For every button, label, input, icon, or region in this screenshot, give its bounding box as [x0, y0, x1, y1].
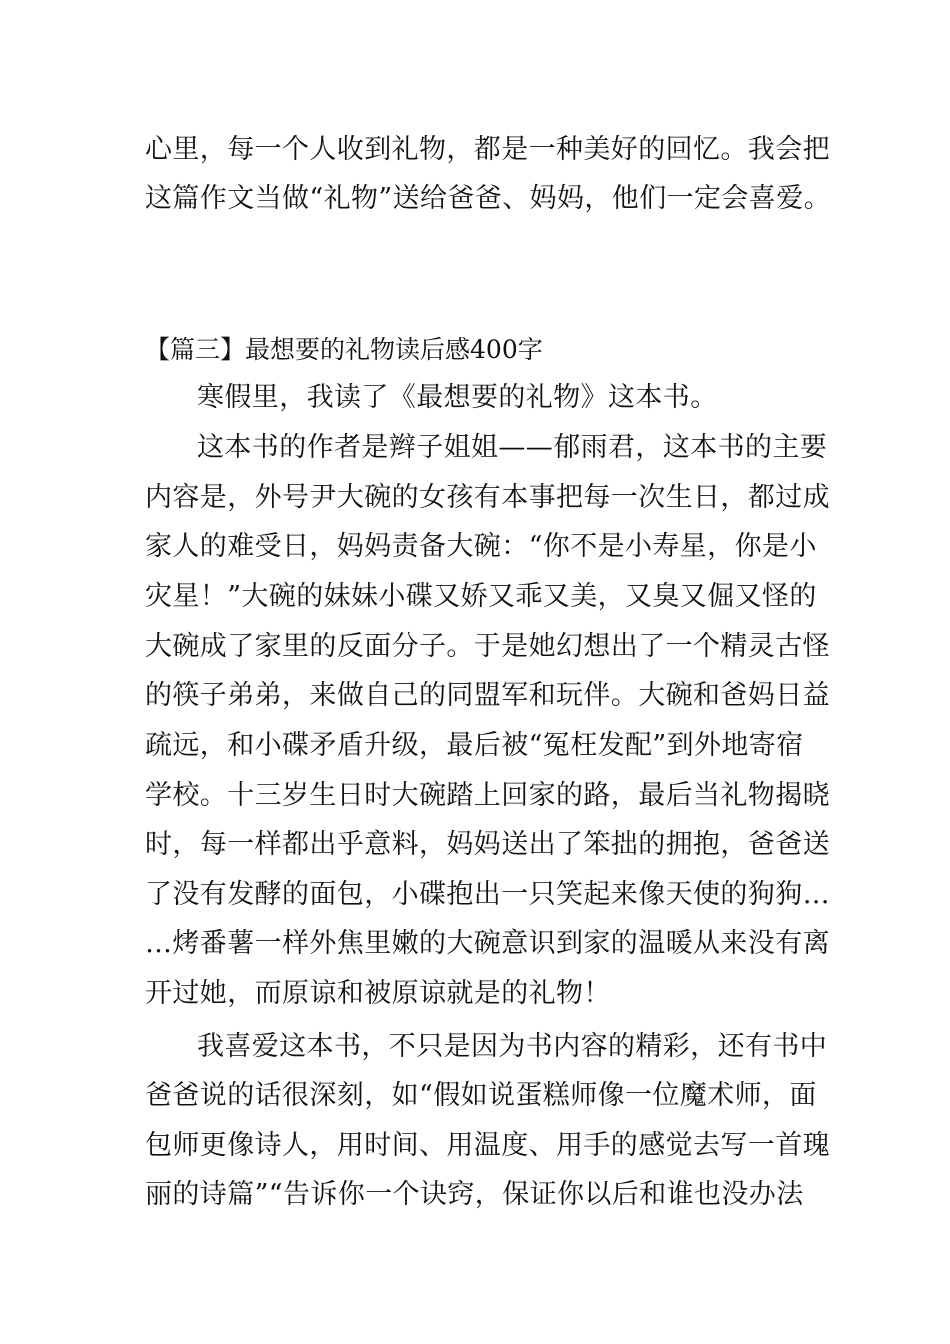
text-line: 这本书的作者是辫子姐姐——郁雨君，这本书的主要: [197, 432, 828, 463]
section-heading: 【篇三】最想要的礼物读后感400字: [145, 335, 543, 364]
text-line: 丽的诗篇”“告诉你一个诀窍，保证你以后和谁也没办法: [145, 1179, 804, 1210]
text-line: 了没有发酵的面包，小碟抱出一只笑起来像天使的狗狗…: [145, 879, 830, 910]
text-line: 心里，每一个人收到礼物，都是一种美好的回忆。我会把: [145, 134, 830, 165]
text-line: 爸爸说的话很深刻，如“假如说蛋糕师像一位魔术师，面: [145, 1080, 817, 1111]
text-line: 这篇作文当做“礼物”送给爸爸、妈妈，他们一定会喜爱。: [145, 183, 832, 214]
text-line: 我喜爱这本书，不只是因为书内容的精彩，还有书中: [197, 1031, 828, 1062]
text-line: …烤番薯一样外焦里嫩的大碗意识到家的温暖从来没有离: [145, 928, 830, 959]
text-line: 寒假里，我读了《最想要的礼物》这本书。: [197, 382, 718, 413]
text-line: 内容是，外号尹大碗的女孩有本事把每一次生日，都过成: [145, 482, 830, 513]
text-line: 开过她，而原谅和被原谅就是的礼物！: [145, 978, 611, 1009]
text-line: 包师更像诗人，用时间、用温度、用手的感觉去写一首瑰: [145, 1130, 830, 1161]
text-line: 灾星！”大碗的妹妹小碟又娇又乖又美，又臭又倔又怪的: [145, 581, 817, 612]
text-line: 学校。十三岁生日时大碗踏上回家的路，最后当礼物揭晓: [145, 780, 830, 811]
text-line: 疏远，和小碟矛盾升级，最后被“冤枉发配”到外地寄宿: [145, 730, 804, 761]
text-line: 时，每一样都出乎意料，妈妈送出了笨拙的拥抱，爸爸送: [145, 829, 830, 860]
text-line: 的筷子弟弟，来做自己的同盟军和玩伴。大碗和爸妈日益: [145, 680, 830, 711]
text-line: 家人的难受日，妈妈责备大碗：“你不是小寿星，你是小: [145, 531, 817, 562]
text-line: 大碗成了家里的反面分子。于是她幻想出了一个精灵古怪: [145, 631, 830, 662]
